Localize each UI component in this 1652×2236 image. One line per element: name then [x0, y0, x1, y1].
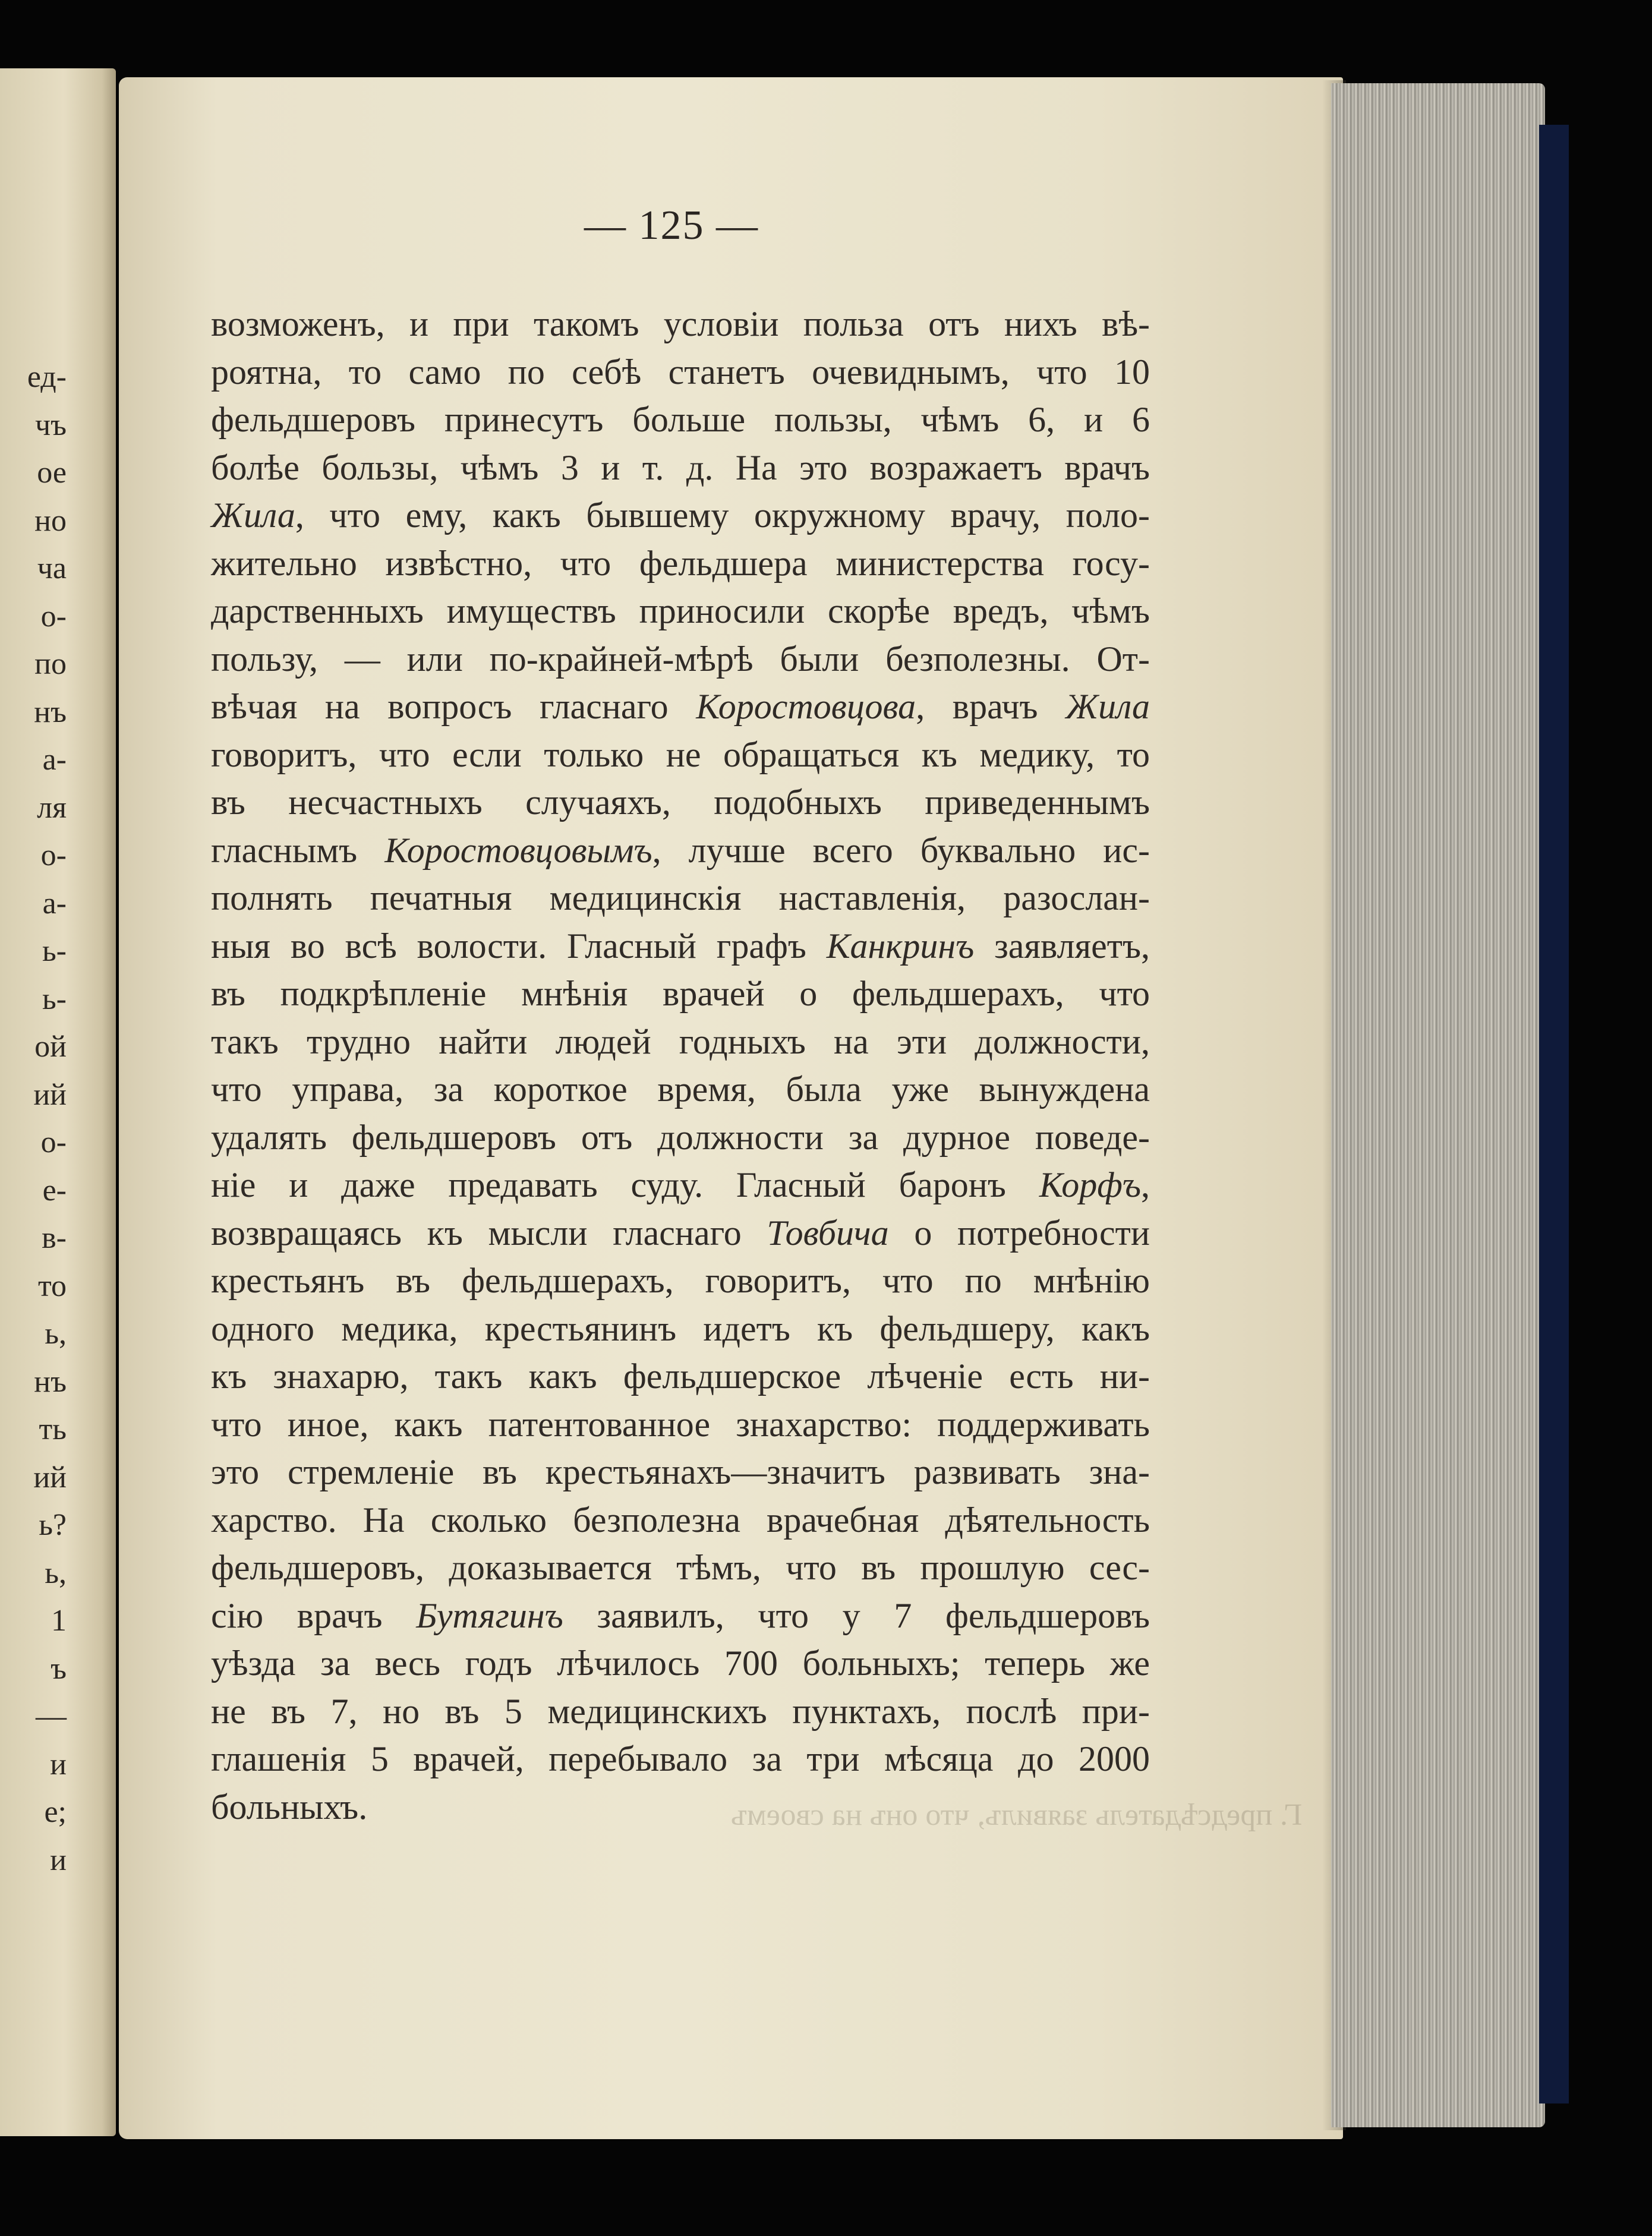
text-segment: въ несчастныхъ случаяхъ, подобныхъ приведеннымъ: [211, 783, 1150, 822]
text-segment: сію врачъ: [211, 1595, 417, 1635]
previous-page-line-fragment: ий: [33, 1077, 67, 1112]
text-line: [211, 1592, 1150, 1640]
previous-page-line-fragment: ое: [37, 456, 67, 490]
text-segment: не въ 7, но въ 5 медицинскихъ пунктахъ, послѣ при-: [211, 1691, 1150, 1731]
previous-page-line-fragment: ь,: [45, 1317, 67, 1351]
previous-page-line-fragment: ъ: [51, 1651, 67, 1686]
previous-page-line-fragment: нъ: [34, 695, 67, 729]
text-line: [211, 922, 1150, 970]
previous-page-line-fragment: и: [50, 1843, 67, 1877]
text-line: [211, 827, 1150, 875]
text-line: [211, 540, 1150, 588]
book-page-edges: [1331, 83, 1545, 2127]
previous-page-line-fragment: ой: [34, 1030, 67, 1064]
previous-page-line-fragment: ь-: [42, 934, 67, 968]
text-segment: , врачъ: [916, 687, 1066, 726]
previous-page-line-fragment: ча: [37, 551, 67, 585]
text-segment: это стремленіе въ крестьянахъ—значитъ развивать зна-: [211, 1452, 1150, 1491]
text-segment: , что ему, какъ бывшему окружному врачу, поло-: [295, 496, 1150, 535]
previous-page-line-fragment: —: [36, 1699, 67, 1733]
previous-page: [0, 68, 116, 2136]
text-line: [211, 1783, 1150, 1831]
previous-page-line-fragment: о-: [40, 1125, 67, 1159]
previous-page-line-fragment: ь,: [45, 1556, 67, 1590]
text-segment: говоритъ, что если только не обращаться къ медику, то: [211, 734, 1150, 774]
text-segment: , лучше всего буквально ис-: [652, 830, 1150, 870]
previous-page-line-fragment: но: [34, 503, 67, 538]
text-line: [211, 635, 1150, 683]
text-segment: ніе и даже предавать суду. Гласный баронъ: [211, 1165, 1039, 1204]
text-segment: о потребности: [888, 1213, 1150, 1253]
previous-page-line-fragment: нъ: [34, 1364, 67, 1399]
text-segment: крестьянъ въ фельдшерахъ, говоритъ, что по мнѣнію: [211, 1261, 1150, 1300]
text-line: [211, 348, 1150, 396]
text-segment: ныя во всѣ волости. Гласный графъ: [211, 926, 827, 966]
bleed-through-text: Г. предсѣдатель заявилъ, что онъ на своемъ: [731, 1798, 1303, 1832]
text-line: [211, 1352, 1150, 1401]
text-line: [211, 1161, 1150, 1209]
text-segment: жительно извѣстно, что фельдшера министерства госу-: [211, 543, 1150, 583]
text-line: [211, 731, 1150, 779]
page-body-text: [211, 300, 1150, 1831]
text-line: [211, 970, 1150, 1018]
text-segment: въ подкрѣпленіе мнѣнія врачей о фельдшерахъ, что: [211, 974, 1150, 1013]
text-segment: что управа, за короткое время, была уже вынуждена: [211, 1070, 1150, 1109]
text-segment: возможенъ, и при такомъ условіи польза отъ нихъ вѣ-: [211, 304, 1150, 343]
previous-page-line-fragment: ед-: [27, 360, 67, 394]
text-line: [211, 1735, 1150, 1783]
text-segment: ,: [1141, 1165, 1150, 1204]
previous-page-line-fragment: а-: [42, 743, 67, 777]
text-line: [211, 1257, 1150, 1305]
text-segment: заявилъ, что у 7 фельдшеровъ: [563, 1595, 1150, 1635]
text-line: [211, 396, 1150, 444]
text-line: [211, 300, 1150, 348]
text-line: [211, 1305, 1150, 1353]
previous-page-line-fragment: ь-: [42, 982, 67, 1016]
text-line: [211, 1209, 1150, 1257]
text-line: [211, 1448, 1150, 1496]
text-line: [211, 587, 1150, 635]
person-name: Канкринъ: [826, 926, 975, 966]
previous-page-line-fragment: е-: [42, 1173, 67, 1207]
text-segment: пользу, — или по-крайней-мѣрѣ были безполезны. От-: [211, 639, 1150, 679]
previous-page-line-fragment: чъ: [34, 408, 67, 442]
previous-page-line-fragment: и: [50, 1747, 67, 1781]
previous-page-line-fragment: ий: [33, 1460, 67, 1494]
text-segment: уѣзда за весь годъ лѣчилось 700 больныхъ; теперь же: [211, 1644, 1150, 1683]
text-segment: роятна, то само по себѣ станетъ очевиднымъ, что 10: [211, 352, 1150, 392]
previous-page-line-fragment: о-: [40, 838, 67, 872]
previous-page-line-fragment: в-: [42, 1221, 67, 1255]
text-line: [211, 1114, 1150, 1162]
text-segment: къ знахарю, такъ какъ фельдшерское лѣченіе есть ни-: [211, 1357, 1150, 1396]
text-segment: что иное, какъ патентованное знахарство: поддерживать: [211, 1404, 1150, 1444]
person-name: Коростовцова: [696, 687, 916, 726]
text-line: [211, 491, 1150, 540]
text-segment: одного медика, крестьянинъ идетъ къ фельдшеру, какъ: [211, 1308, 1150, 1348]
previous-page-line-fragment: ля: [37, 790, 67, 825]
page-number: — 125 —: [584, 203, 759, 248]
person-name: Жила: [211, 496, 295, 535]
text-segment: полнять печатныя медицинскія наставленія, разослан-: [211, 878, 1150, 917]
text-segment: такъ трудно найти людей годныхъ на эти должности,: [211, 1021, 1150, 1061]
person-name: Корфъ: [1039, 1165, 1141, 1204]
text-line: [211, 1688, 1150, 1736]
text-segment: больныхъ.: [211, 1787, 368, 1827]
person-name: Товбича: [767, 1213, 889, 1253]
text-line: [211, 1544, 1150, 1592]
text-line: [211, 874, 1150, 922]
text-line: [211, 1496, 1150, 1544]
text-segment: удалять фельдшеровъ отъ должности за дурное поведе-: [211, 1117, 1150, 1157]
text-line: [211, 444, 1150, 492]
previous-page-line-fragment: а-: [42, 886, 67, 920]
previous-page-line-fragment: ь?: [39, 1508, 67, 1542]
text-line: [211, 1065, 1150, 1114]
text-segment: возвращаясь къ мысли гласнаго: [211, 1213, 767, 1253]
text-line: [211, 1401, 1150, 1449]
previous-page-line-fragment: о-: [40, 599, 67, 633]
text-segment: харство. На сколько безполезна врачебная дѣятельность: [211, 1500, 1150, 1540]
text-line: [211, 683, 1150, 731]
book-cover: [1539, 125, 1569, 2103]
text-segment: фельдшеровъ, доказывается тѣмъ, что въ прошлую сес-: [211, 1548, 1150, 1587]
previous-page-line-fragment: 1: [51, 1604, 67, 1638]
person-name: Коростовцовымъ: [384, 830, 652, 870]
previous-page-text-fragments: [0, 354, 71, 1958]
person-name: Бутягинъ: [416, 1595, 563, 1635]
text-segment: болѣе бользы, чѣмъ 3 и т. д. На это возражаетъ врачъ: [211, 447, 1150, 487]
text-segment: вѣчая на вопросъ гласнаго: [211, 687, 696, 726]
previous-page-line-fragment: то: [37, 1269, 67, 1303]
text-line: [211, 1018, 1150, 1066]
text-segment: дарственныхъ имуществъ приносили скорѣе вредъ, чѣмъ: [211, 591, 1150, 630]
text-segment: глашенія 5 врачей, перебывало за три мѣсяца до 2000: [211, 1739, 1150, 1778]
text-line: [211, 1639, 1150, 1688]
text-segment: гласнымъ: [211, 830, 385, 870]
previous-page-line-fragment: ть: [39, 1412, 67, 1446]
text-segment: фельдшеровъ принесутъ больше пользы, чѣмъ 6, и 6: [211, 400, 1150, 439]
text-segment: заявляетъ,: [974, 926, 1150, 966]
person-name: Жила: [1065, 687, 1150, 726]
previous-page-line-fragment: е;: [44, 1795, 67, 1829]
previous-page-line-fragment: по: [34, 647, 67, 681]
text-line: [211, 778, 1150, 827]
